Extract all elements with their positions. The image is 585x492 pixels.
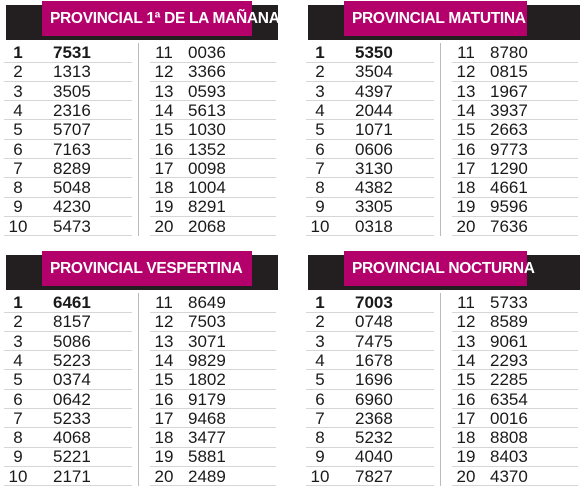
winning-number: 5048 — [53, 178, 91, 198]
position-number: 15 — [154, 120, 174, 140]
position-number: 1 — [13, 293, 23, 312]
winning-number: 6461 — [53, 293, 91, 312]
position-number: 2 — [13, 312, 23, 332]
winning-number: 8808 — [490, 428, 528, 448]
position-number: 5 — [13, 120, 23, 140]
position-number: 10 — [310, 216, 330, 236]
position-number: 11 — [155, 43, 173, 62]
position-number: 3 — [13, 331, 23, 351]
winning-number: 5473 — [53, 216, 91, 236]
position-number: 9 — [13, 197, 23, 217]
winning-number: 8589 — [490, 312, 528, 332]
winning-number: 1313 — [53, 62, 91, 82]
winning-number: 8157 — [53, 312, 91, 332]
result-row — [452, 390, 578, 409]
position-number: 5 — [315, 120, 325, 140]
result-row — [150, 447, 276, 466]
winning-number: 0815 — [490, 62, 528, 82]
position-number: 20 — [456, 466, 476, 486]
result-row — [4, 178, 132, 197]
result-row — [150, 62, 276, 81]
winning-number: 5221 — [53, 447, 91, 467]
position-number: 8 — [315, 428, 325, 448]
position-number: 12 — [456, 62, 476, 82]
result-row — [452, 351, 578, 370]
winning-number: 1802 — [188, 370, 226, 390]
row-separator — [150, 235, 276, 236]
position-number: 10 — [8, 466, 28, 486]
winning-number: 0642 — [53, 389, 91, 409]
result-row — [306, 197, 434, 216]
position-number: 6 — [315, 139, 325, 159]
position-number: 7 — [13, 408, 23, 428]
result-row — [4, 428, 132, 447]
winning-number: 7163 — [53, 139, 91, 159]
result-row — [150, 197, 276, 216]
winning-number: 3130 — [355, 158, 393, 178]
position-number: 13 — [456, 81, 476, 101]
winning-number: 6354 — [490, 389, 528, 409]
position-number: 15 — [456, 120, 476, 140]
result-row — [4, 82, 132, 101]
result-row — [150, 312, 276, 331]
winning-number: 0036 — [188, 43, 226, 62]
result-row — [4, 217, 132, 236]
winning-number: 2489 — [188, 466, 226, 486]
result-row — [452, 120, 578, 139]
position-number: 12 — [456, 312, 476, 332]
result-row — [150, 140, 276, 159]
winning-number: 3937 — [490, 100, 528, 120]
position-number: 16 — [154, 139, 174, 159]
winning-number: 0748 — [355, 312, 393, 332]
panel-provincial-vespertina — [0, 250, 280, 492]
position-number: 1 — [13, 43, 23, 62]
column-divider — [138, 293, 139, 486]
position-number: 4 — [315, 100, 325, 120]
winning-number: 2044 — [355, 100, 393, 120]
position-number: 6 — [315, 389, 325, 409]
position-number: 13 — [456, 331, 476, 351]
winning-number: 0374 — [53, 370, 91, 390]
position-number: 7 — [315, 408, 325, 428]
result-row — [150, 409, 276, 428]
result-row — [4, 390, 132, 409]
winning-number: 6960 — [355, 389, 393, 409]
column-divider — [440, 293, 441, 486]
winning-number: 3505 — [53, 81, 91, 101]
winning-number: 0098 — [188, 158, 226, 178]
winning-number: 1071 — [355, 120, 393, 140]
winning-number: 4068 — [53, 428, 91, 448]
result-row — [150, 370, 276, 389]
position-number: 10 — [8, 216, 28, 236]
position-number: 3 — [13, 81, 23, 101]
result-row — [452, 159, 578, 178]
position-number: 4 — [13, 350, 23, 370]
winning-number: 9179 — [188, 389, 226, 409]
winning-number: 7003 — [355, 293, 393, 312]
winning-number: 2316 — [53, 100, 91, 120]
winning-number: 0318 — [355, 216, 393, 236]
result-row — [150, 332, 276, 351]
winning-number: 0593 — [188, 81, 226, 101]
winning-number: 5350 — [355, 43, 393, 62]
panel-provincial-matutina — [302, 0, 582, 242]
winning-number: 9596 — [490, 197, 528, 217]
result-row — [452, 293, 578, 312]
position-number: 6 — [13, 139, 23, 159]
row-separator — [452, 485, 578, 486]
position-number: 14 — [154, 100, 174, 120]
position-number: 15 — [456, 370, 476, 390]
winning-number: 1030 — [188, 120, 226, 140]
result-row — [306, 428, 434, 447]
winning-number: 7636 — [490, 216, 528, 236]
winning-number: 8780 — [490, 43, 528, 62]
result-row — [306, 293, 434, 312]
winning-number: 8403 — [490, 447, 528, 467]
winning-number: 5233 — [53, 408, 91, 428]
position-number: 5 — [13, 370, 23, 390]
result-row — [306, 409, 434, 428]
winning-number: 1352 — [188, 139, 226, 159]
position-number: 4 — [315, 350, 325, 370]
winning-number: 1678 — [355, 350, 393, 370]
result-row — [452, 197, 578, 216]
panel-title: PROVINCIAL 1ª DE LA MAÑANA — [42, 1, 252, 36]
winning-number: 8649 — [188, 293, 226, 312]
result-row — [150, 217, 276, 236]
result-row — [452, 43, 578, 62]
position-number: 5 — [315, 370, 325, 390]
result-row — [452, 428, 578, 447]
position-number: 17 — [456, 158, 476, 178]
position-number: 14 — [154, 350, 174, 370]
winning-number: 3071 — [188, 331, 226, 351]
position-number: 11 — [457, 43, 475, 62]
winning-number: 7827 — [355, 466, 393, 486]
result-row — [4, 120, 132, 139]
result-row — [150, 82, 276, 101]
winning-number: 3305 — [355, 197, 393, 217]
winning-number: 2293 — [490, 350, 528, 370]
result-row — [452, 82, 578, 101]
position-number: 18 — [456, 428, 476, 448]
result-row — [452, 62, 578, 81]
winning-number: 7531 — [53, 43, 91, 62]
winning-number: 4230 — [53, 197, 91, 217]
result-row — [452, 409, 578, 428]
row-separator — [452, 235, 578, 236]
position-number: 9 — [315, 447, 325, 467]
winning-number: 8291 — [188, 197, 226, 217]
result-row — [4, 293, 132, 312]
result-row — [150, 428, 276, 447]
winning-number: 3477 — [188, 428, 226, 448]
row-separator — [4, 485, 132, 486]
result-row — [4, 197, 132, 216]
result-row — [4, 101, 132, 120]
position-number: 1 — [315, 293, 325, 312]
winning-number: 5613 — [188, 100, 226, 120]
result-row — [452, 370, 578, 389]
position-number: 19 — [154, 447, 174, 467]
winning-number: 5881 — [188, 447, 226, 467]
position-number: 8 — [13, 428, 23, 448]
position-number: 19 — [154, 197, 174, 217]
result-row — [306, 82, 434, 101]
winning-number: 0016 — [490, 408, 528, 428]
position-number: 17 — [456, 408, 476, 428]
position-number: 20 — [456, 216, 476, 236]
position-number: 15 — [154, 370, 174, 390]
row-separator — [306, 235, 434, 236]
position-number: 16 — [154, 389, 174, 409]
result-row — [150, 178, 276, 197]
winning-number: 5733 — [490, 293, 528, 312]
result-row — [4, 159, 132, 178]
position-number: 14 — [456, 100, 476, 120]
panel-title: PROVINCIAL MATUTINA — [344, 1, 527, 36]
result-row — [452, 332, 578, 351]
column-divider — [440, 43, 441, 236]
result-row — [452, 312, 578, 331]
position-number: 16 — [456, 139, 476, 159]
result-row — [306, 312, 434, 331]
position-number: 9 — [13, 447, 23, 467]
result-row — [4, 312, 132, 331]
position-number: 7 — [315, 158, 325, 178]
result-row — [306, 62, 434, 81]
result-row — [150, 467, 276, 486]
position-number: 3 — [315, 331, 325, 351]
winning-number: 5223 — [53, 350, 91, 370]
winning-number: 2171 — [53, 466, 91, 486]
position-number: 2 — [13, 62, 23, 82]
position-number: 18 — [456, 178, 476, 198]
result-row — [150, 120, 276, 139]
winning-number: 9829 — [188, 350, 226, 370]
winning-number: 1967 — [490, 81, 528, 101]
position-number: 2 — [315, 312, 325, 332]
position-number: 16 — [456, 389, 476, 409]
panel-provincial-primera-manana — [0, 0, 280, 242]
winning-number: 7503 — [188, 312, 226, 332]
result-row — [306, 370, 434, 389]
winning-number: 1290 — [490, 158, 528, 178]
result-row — [306, 217, 434, 236]
winning-number: 1696 — [355, 370, 393, 390]
result-row — [306, 467, 434, 486]
result-row — [306, 351, 434, 370]
result-row — [150, 293, 276, 312]
result-row — [306, 101, 434, 120]
position-number: 9 — [315, 197, 325, 217]
result-row — [452, 467, 578, 486]
winning-number: 4397 — [355, 81, 393, 101]
result-row — [306, 159, 434, 178]
result-row — [306, 140, 434, 159]
position-number: 12 — [154, 62, 174, 82]
result-row — [150, 390, 276, 409]
winning-number: 9468 — [188, 408, 226, 428]
result-row — [150, 43, 276, 62]
result-row — [4, 62, 132, 81]
position-number: 4 — [13, 100, 23, 120]
result-row — [4, 43, 132, 62]
result-row — [4, 467, 132, 486]
result-row — [452, 140, 578, 159]
position-number: 8 — [315, 178, 325, 198]
position-number: 14 — [456, 350, 476, 370]
panel-title: PROVINCIAL VESPERTINA — [42, 251, 252, 286]
result-row — [4, 447, 132, 466]
result-row — [4, 332, 132, 351]
result-row — [306, 390, 434, 409]
position-number: 3 — [315, 81, 325, 101]
result-row — [452, 101, 578, 120]
position-number: 18 — [154, 428, 174, 448]
panel-title: PROVINCIAL NOCTURNA — [344, 251, 527, 286]
result-row — [306, 447, 434, 466]
winning-number: 0606 — [355, 139, 393, 159]
row-separator — [306, 485, 434, 486]
winning-number: 7475 — [355, 331, 393, 351]
position-number: 19 — [456, 447, 476, 467]
position-number: 11 — [155, 293, 173, 312]
result-row — [306, 332, 434, 351]
result-row — [306, 178, 434, 197]
winning-number: 3366 — [188, 62, 226, 82]
winning-number: 8289 — [53, 158, 91, 178]
result-row — [452, 217, 578, 236]
winning-number: 9773 — [490, 139, 528, 159]
winning-number: 2663 — [490, 120, 528, 140]
result-row — [4, 409, 132, 428]
position-number: 11 — [457, 293, 475, 312]
result-row — [4, 351, 132, 370]
winning-number: 5707 — [53, 120, 91, 140]
position-number: 7 — [13, 158, 23, 178]
winning-number: 5086 — [53, 331, 91, 351]
winning-number: 2068 — [188, 216, 226, 236]
winning-number: 1004 — [188, 178, 226, 198]
position-number: 10 — [310, 466, 330, 486]
position-number: 20 — [154, 466, 174, 486]
winning-number: 4040 — [355, 447, 393, 467]
result-row — [4, 140, 132, 159]
column-divider — [138, 43, 139, 236]
position-number: 17 — [154, 158, 174, 178]
position-number: 18 — [154, 178, 174, 198]
winning-number: 2285 — [490, 370, 528, 390]
winning-number: 4382 — [355, 178, 393, 198]
position-number: 12 — [154, 312, 174, 332]
position-number: 13 — [154, 331, 174, 351]
winning-number: 5232 — [355, 428, 393, 448]
winning-number: 9061 — [490, 331, 528, 351]
row-separator — [4, 235, 132, 236]
result-row — [4, 370, 132, 389]
result-row — [452, 178, 578, 197]
winning-number: 3504 — [355, 62, 393, 82]
result-row — [150, 351, 276, 370]
position-number: 6 — [13, 389, 23, 409]
winning-number: 4661 — [490, 178, 528, 198]
winning-number: 4370 — [490, 466, 528, 486]
position-number: 8 — [13, 178, 23, 198]
position-number: 2 — [315, 62, 325, 82]
result-row — [306, 43, 434, 62]
position-number: 19 — [456, 197, 476, 217]
winning-number: 2368 — [355, 408, 393, 428]
row-separator — [150, 485, 276, 486]
result-row — [306, 120, 434, 139]
panel-provincial-nocturna — [302, 250, 582, 492]
position-number: 1 — [315, 43, 325, 62]
position-number: 13 — [154, 81, 174, 101]
result-row — [150, 159, 276, 178]
result-row — [150, 101, 276, 120]
position-number: 17 — [154, 408, 174, 428]
result-row — [452, 447, 578, 466]
position-number: 20 — [154, 216, 174, 236]
